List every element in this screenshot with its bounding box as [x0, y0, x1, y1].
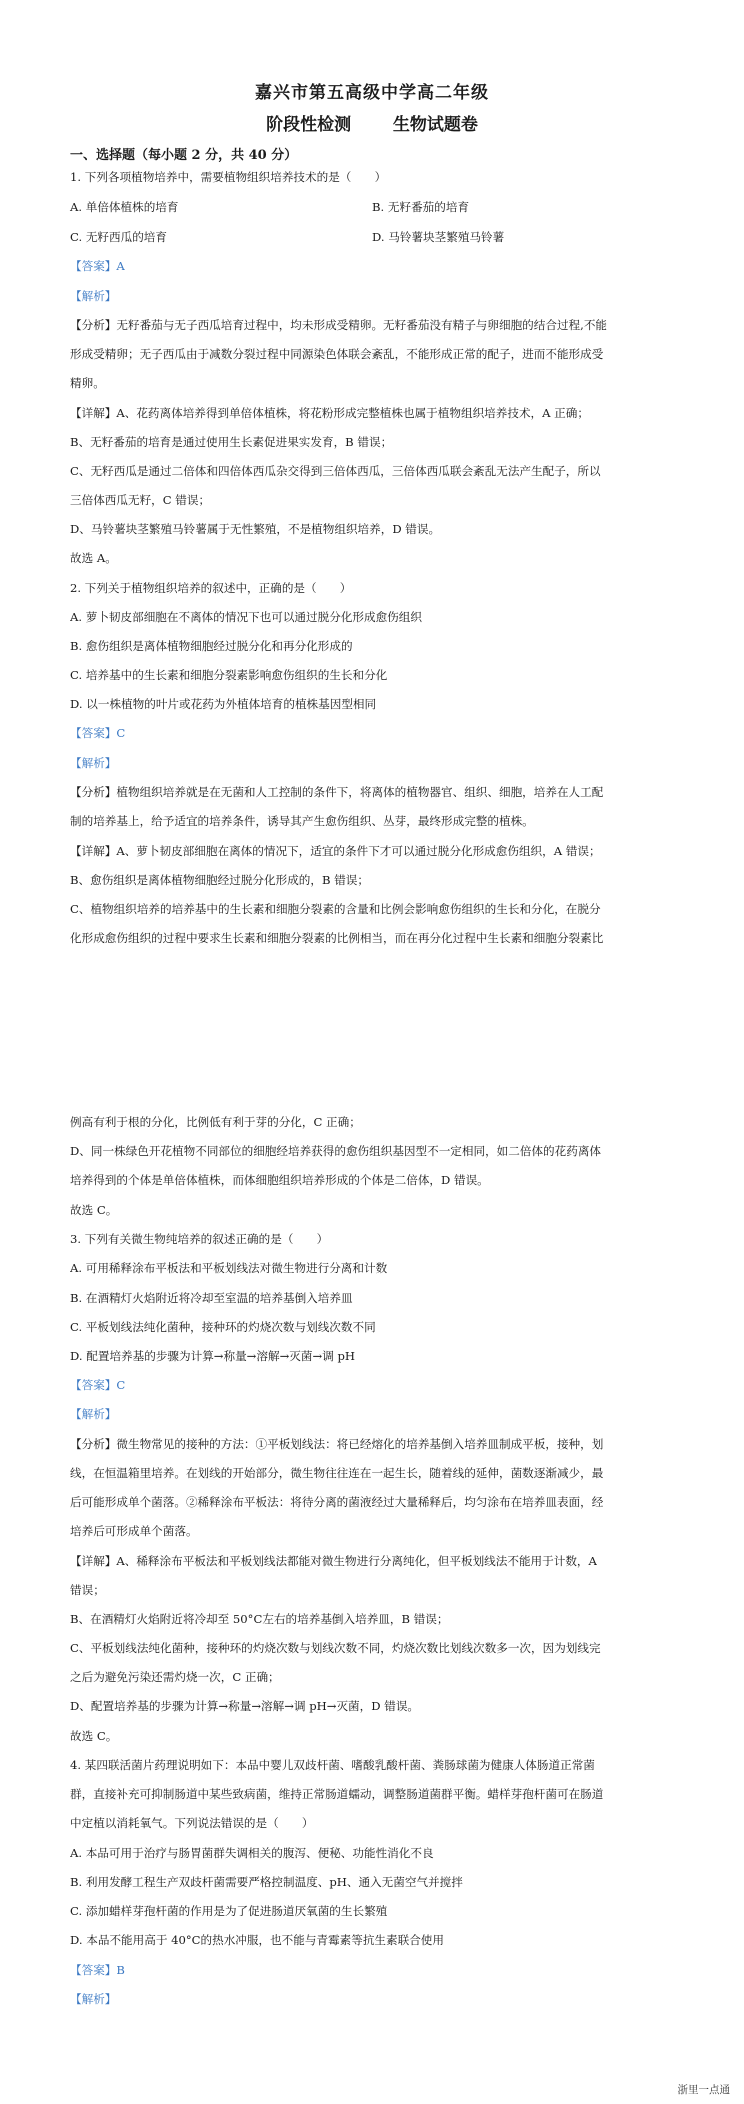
subtitle-right: 生物试题卷 — [392, 115, 478, 135]
q3-option-b: B. 在酒精灯火焰附近将冷却至室温的培养基倒入培养皿 — [70, 1291, 353, 1305]
q3-option-c: C. 平板划线法纯化菌种，接种环的灼烧次数与划线次数不同 — [70, 1320, 376, 1334]
q4-stem-line-1: 4. 某四联活菌片药理说明如下：本品中婴儿双歧杆菌、嗜酸乳酸杆菌、粪肠球菌为健康人体肠道正常菌 — [70, 1758, 595, 1772]
q1-xiangjie-line-4: 三倍体西瓜无籽，C 错误； — [70, 493, 211, 507]
q2-xiangjie-line-7: 培养得到的个体是单倍体植株，而体细胞组织培养形成的个体是二倍体，D 错误。 — [70, 1173, 489, 1187]
footer-brand: 浙里一点通 — [677, 2084, 730, 2096]
q3-fenxi-line-2: 线，在恒温箱里培养。在划线的开始部分，微生物往往连在一起生长，随着线的延伸，菌数逐渐减少，最 — [70, 1466, 604, 1480]
q1-xiangjie-line-1: 【详解】A、花药离体培养得到单倍体植株，将花粉形成完整植株也属于植物组织培养技术，A 正确； — [70, 406, 589, 420]
q1-xiangjie-line-3: C、无籽西瓜是通过二倍体和四倍体西瓜杂交得到三倍体西瓜，三倍体西瓜联会紊乱无法产生配子，所以 — [70, 464, 601, 478]
q3-fenxi-line-1: 【分析】微生物常见的接种的方法：①平板划线法：将已经熔化的培养基倒入培养皿制成平板，接种，划 — [70, 1437, 604, 1451]
q3-xiangjie-line-5: 之后为避免污染还需灼烧一次，C 正确； — [70, 1670, 280, 1684]
q1-option-b: B. 无籽番茄的培育 — [372, 200, 470, 214]
q2-xiangjie-line-3: C、植物组织培养的培养基中的生长素和细胞分裂素的含量和比例会影响愈伤组织的生长和分化，在脱分 — [70, 902, 601, 916]
q2-fenxi-line-2: 制的培养基上，给予适宜的培养条件，诱导其产生愈伤组织、丛芽，最终形成完整的植株。 — [70, 814, 534, 828]
q4-option-a: A. 本品可用于治疗与肠胃菌群失调相关的腹泻、便秘、功能性消化不良 — [70, 1846, 434, 1860]
document-title: 嘉兴市第五高级中学高二年级 — [255, 83, 489, 103]
q3-fenxi-line-3: 后可能形成单个菌落。②稀释涂布平板法：将待分离的菌液经过大量稀释后，均匀涂布在培养皿表面，经 — [70, 1495, 604, 1509]
q1-option-c: C. 无籽西瓜的培育 — [70, 230, 167, 244]
q4-analysis-tag: 【解析】 — [70, 1992, 117, 2006]
q3-xiangjie-line-4: C、平板划线法纯化菌种，接种环的灼烧次数与划线次数不同，灼烧次数比划线次数多一次，因为划线完 — [70, 1641, 601, 1655]
q3-xiangjie-line-1: 【详解】A、稀释涂布平板法和平板划线法都能对微生物进行分离纯化，但平板划线法不能用于计数，A — [70, 1554, 597, 1568]
section-title: 一、选择题（每小题 2 分，共 40 分） — [70, 148, 298, 163]
q2-analysis-tag: 【解析】 — [70, 756, 117, 770]
q3-fenxi-line-4: 培养后可形成单个菌落。 — [70, 1524, 198, 1538]
q2-xiangjie-line-4: 化形成愈伤组织的过程中要求生长素和细胞分裂素的比例相当，而在再分化过程中生长素和细胞分裂素比 — [70, 931, 604, 945]
q3-stem: 3. 下列有关微生物纯培养的叙述正确的是（ ） — [70, 1232, 329, 1246]
q4-option-c: C. 添加蜡样芽孢杆菌的作用是为了促进肠道厌氧菌的生长繁殖 — [70, 1904, 388, 1918]
q2-stem: 2. 下列关于植物组织培养的叙述中，正确的是（ ） — [70, 581, 352, 595]
q3-conclusion: 故选 C。 — [70, 1729, 118, 1743]
q3-xiangjie-line-3: B、在酒精灯火焰附近将冷却至 50°C左右的培养基倒入培养皿，B 错误； — [70, 1612, 449, 1626]
q2-xiangjie-line-6: D、同一株绿色开花植物不同部位的细胞经培养获得的愈伤组织基因型不一定相同，如二倍体的花药离体 — [70, 1144, 602, 1158]
q2-xiangjie-line-5: 例高有利于根的分化，比例低有利于芽的分化，C 正确； — [70, 1115, 361, 1129]
q1-stem: 1. 下列各项植物培养中，需要植物组织培养技术的是（ ） — [70, 170, 387, 184]
q2-option-c: C. 培养基中的生长素和细胞分裂素影响愈伤组织的生长和分化 — [70, 668, 388, 682]
q2-xiangjie-line-1: 【详解】A、萝卜韧皮部细胞在离体的情况下，适宜的条件下才可以通过脱分化形成愈伤组织，A 错误； — [70, 844, 601, 858]
q4-stem-line-3: 中定植以消耗氧气。下列说法错误的是（ ） — [70, 1816, 314, 1830]
q1-answer: 【答案】A — [70, 259, 125, 273]
q2-conclusion: 故选 C。 — [70, 1203, 118, 1217]
q3-option-d: D. 配置培养基的步骤为计算→称量→溶解→灭菌→调 pH — [70, 1349, 356, 1363]
q1-conclusion: 故选 A。 — [70, 551, 117, 565]
q3-xiangjie-line-6: D、配置培养基的步骤为计算→称量→溶解→调 pH→灭菌，D 错误。 — [70, 1699, 420, 1713]
q2-fenxi-line-1: 【分析】植物组织培养就是在无菌和人工控制的条件下，将离体的植物器官、组织、细胞，培养在人工配 — [70, 785, 604, 799]
q4-option-b: B. 利用发酵工程生产双歧杆菌需要严格控制温度、pH、通入无菌空气并搅拌 — [70, 1875, 463, 1889]
q1-option-a: A. 单倍体植株的培育 — [70, 200, 179, 214]
q4-answer: 【答案】B — [70, 1963, 125, 1977]
q2-answer: 【答案】C — [70, 726, 126, 740]
q3-option-a: A. 可用稀释涂布平板法和平板划线法对微生物进行分离和计数 — [70, 1261, 388, 1275]
subtitle-left: 阶段性检测 — [266, 115, 352, 135]
q3-answer: 【答案】C — [70, 1378, 126, 1392]
q1-fenxi-line-3: 精卵。 — [70, 376, 105, 390]
q2-option-b: B. 愈伤组织是离体植物细胞经过脱分化和再分化形成的 — [70, 639, 353, 653]
q3-analysis-tag: 【解析】 — [70, 1407, 117, 1421]
q1-fenxi-line-1: 【分析】无籽番茄与无子西瓜培育过程中，均未形成受精卵。无籽番茄没有精子与卵细胞的结合过程,不能 — [70, 318, 608, 332]
q2-option-a: A. 萝卜韧皮部细胞在不离体的情况下也可以通过脱分化形成愈伤组织 — [70, 610, 422, 624]
q1-xiangjie-line-2: B、无籽番茄的培育是通过使用生长素促进果实发育，B 错误； — [70, 435, 393, 449]
q2-xiangjie-line-2: B、愈伤组织是离体植物细胞经过脱分化形成的，B 错误； — [70, 873, 369, 887]
q1-option-d: D. 马铃薯块茎繁殖马铃薯 — [372, 230, 505, 244]
q1-analysis-tag: 【解析】 — [70, 289, 117, 303]
q1-fenxi-line-2: 形成受精卵；无子西瓜由于减数分裂过程中同源染色体联会紊乱，不能形成正常的配子，进而不能形成受 — [70, 347, 604, 361]
q3-xiangjie-line-2: 错误； — [70, 1583, 105, 1597]
document-subtitle — [0, 110, 744, 135]
q4-option-d: D. 本品不能用高于 40°C的热水冲服，也不能与青霉素等抗生素联合使用 — [70, 1933, 444, 1947]
q1-xiangjie-line-5: D、马铃薯块茎繁殖马铃薯属于无性繁殖，不是植物组织培养，D 错误。 — [70, 522, 441, 536]
q2-option-d: D. 以一株植物的叶片或花药为外植体培育的植株基因型相同 — [70, 697, 377, 711]
q4-stem-line-2: 群，直接补充可抑制肠道中某些致病菌，维持正常肠道蠕动，调整肠道菌群平衡。蜡样芽孢杆菌可在肠道 — [70, 1787, 604, 1801]
